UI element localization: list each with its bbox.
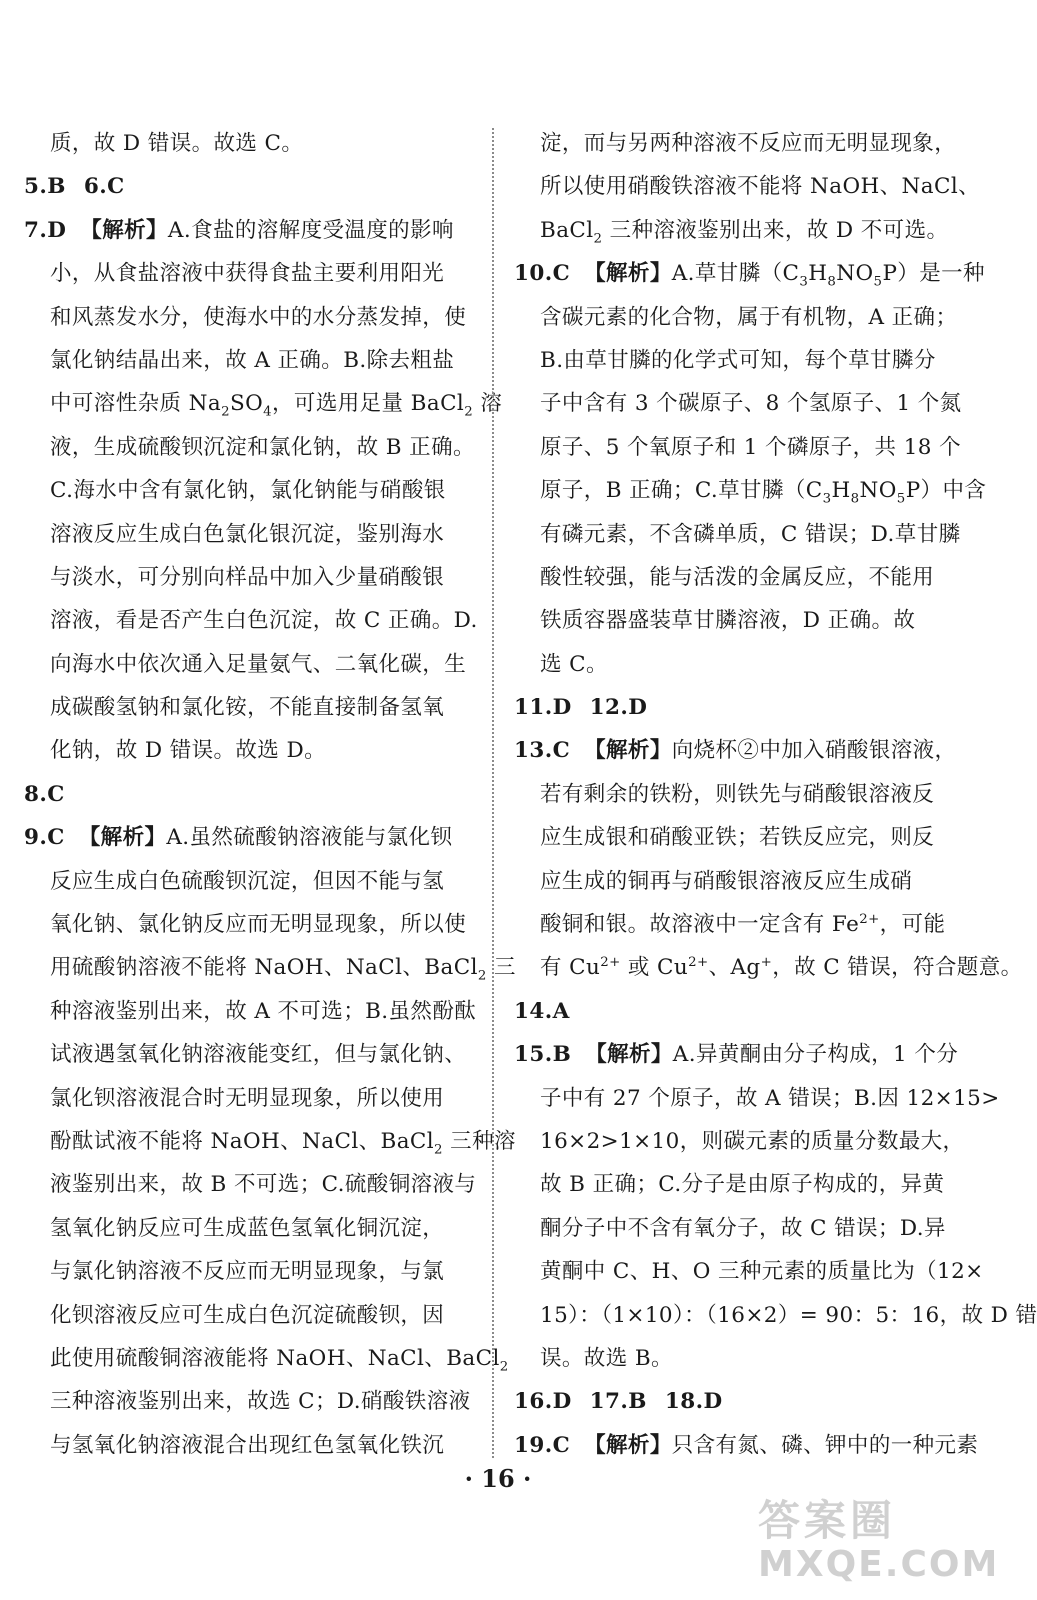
- text-line: [24, 1337, 509, 1380]
- text-line: [24, 1380, 479, 1423]
- text-line: [24, 252, 479, 295]
- analysis-tag: 【解析】: [584, 1432, 672, 1458]
- text-line: [514, 1250, 984, 1293]
- line-text: 应生成银和硝酸亚铁；若铁反应完，则反: [540, 825, 935, 851]
- question-number: 9.C: [24, 825, 65, 851]
- text-line: [514, 729, 974, 772]
- line-text: 黄酮中 C、H、O 三种元素的质量比为（12×: [540, 1259, 984, 1285]
- question-number: 13.C: [514, 738, 571, 764]
- line-text: A.食盐的溶解度受温度的影响: [167, 217, 454, 243]
- text-line: [24, 599, 479, 642]
- text-line: [514, 1294, 1037, 1337]
- text-line: [24, 513, 479, 556]
- line-text: 酸铜和银。故溶液中一定含有 $Fe^{2+}$，可能: [540, 911, 946, 938]
- line-text: C.海水中含有氯化钠，氯化钠能与硝酸银: [50, 478, 446, 504]
- text-line: [24, 1207, 479, 1250]
- line-text: 铁质容器盛装草甘膦溶液，D 正确。故: [540, 608, 916, 634]
- text-line: [514, 1033, 974, 1076]
- line-text: 此使用硫酸铜溶液能将 NaOH、NaCl、BaCl$_2$: [50, 1345, 509, 1375]
- line-text: 与氢氧化钠溶液混合出现红色氢氧化铁沉: [50, 1432, 445, 1458]
- text-line: [24, 1163, 479, 1206]
- line-text: 溶液反应生成白色氯化银沉淀，鉴别海水: [50, 521, 445, 547]
- line-text: 液鉴别出来，故 B 不可选；C.硫酸铜溶液与: [50, 1172, 477, 1198]
- question-number: 15.B: [514, 1042, 572, 1068]
- line-text: 故 B 正确；C.分子是由原子构成的，异黄: [540, 1172, 945, 1198]
- line-text: 子中有 27 个原子，故 A 错误；B.因 12×15>: [540, 1085, 1000, 1111]
- analysis-tag: 【解析】: [584, 738, 672, 764]
- line-text: 化钡溶液反应可生成白色沉淀硫酸钡，因: [50, 1302, 445, 1328]
- text-line: [514, 599, 974, 642]
- line-text: 选 C。: [540, 651, 608, 677]
- text-line: [24, 686, 479, 729]
- text-line: [514, 339, 974, 382]
- line-text: 向烧杯②中加入硝酸银溶液，: [671, 738, 957, 764]
- column-divider: [492, 128, 494, 1458]
- analysis-tag: 【解析】: [585, 1042, 673, 1068]
- line-text: 向海水中依次通入足量氨气、二氧化碳，生: [50, 651, 467, 677]
- text-line: [514, 513, 974, 556]
- line-text: 氯化钡溶液混合时无明显现象，所以使用: [50, 1085, 445, 1111]
- text-line: [514, 426, 974, 469]
- text-line: [24, 382, 503, 425]
- line-text: 酸性较强，能与活泼的金属反应，不能用: [540, 564, 935, 590]
- text-line: [514, 860, 974, 903]
- line-text: 质，故 D 错误。故选 C。: [50, 131, 304, 156]
- text-line: [24, 1250, 479, 1293]
- text-line: [514, 1077, 1000, 1120]
- text-line: [24, 1424, 479, 1467]
- text-line: [24, 1077, 479, 1120]
- line-text: 淀，而与另两种溶液不反应而无明显现象，: [540, 131, 957, 156]
- line-text: 化钠，故 D 错误。故选 D。: [50, 738, 326, 764]
- watermark-bottom-text: MXQE.COM: [758, 1544, 1000, 1585]
- text-line: [24, 990, 479, 1033]
- line-text: 溶液，看是否产生白色沉淀，故 C 正确。D.: [50, 608, 478, 634]
- line-text: 子中含有 3 个碳原子、8 个氢原子、1 个氮: [540, 391, 962, 417]
- text-line: [514, 816, 974, 859]
- line-text: 和风蒸发水分，使海水中的水分蒸发掉，使: [50, 304, 467, 330]
- text-line: [514, 946, 1023, 989]
- line-text: 16×2>1×10，则碳元素的质量分数最大，: [540, 1128, 965, 1154]
- question-number: 8.C: [24, 781, 65, 807]
- line-text: 氧化钠、氯化钠反应而无明显现象，所以使: [50, 912, 467, 938]
- analysis-tag: 【解析】: [78, 825, 167, 851]
- watermark-logo: [758, 1488, 1000, 1593]
- line-text: 三种溶液鉴别出来，故选 C；D.硝酸铁溶液: [50, 1389, 471, 1415]
- line-text: 试液遇氢氧化钠溶液能变红，但与氯化钠、: [50, 1042, 467, 1068]
- line-text: 用硫酸钠溶液不能将 NaOH、NaCl、BaCl$_2$ 三: [50, 955, 516, 984]
- text-line: [514, 686, 974, 729]
- text-line: [24, 643, 479, 686]
- text-line: [24, 729, 479, 772]
- text-line: [514, 165, 980, 208]
- line-text: 原子，B 正确；C.草甘膦$(C_3H_8NO_5P)$中含: [540, 478, 987, 507]
- left-column: [24, 122, 516, 1467]
- text-line: [24, 903, 479, 946]
- text-line: [24, 339, 479, 382]
- line-text: 中可溶性杂质 $Na_2SO_4$，可选用足量 BaCl$_2$ 溶: [50, 391, 503, 420]
- line-text: 氯化钠结晶出来，故 A 正确。B.除去粗盐: [50, 347, 455, 373]
- line-text: 酮分子中不含有氧分子，故 C 错误；D.异: [540, 1215, 946, 1241]
- text-line: [514, 990, 974, 1033]
- analysis-tag: 【解析】: [80, 217, 168, 243]
- text-line: [514, 1120, 974, 1163]
- line-text: 种溶液鉴别出来，故 A 不可选；B.虽然酚酞: [50, 998, 477, 1024]
- text-line: [24, 946, 516, 989]
- line-text: 成碳酸氢钠和氯化铵，不能直接制备氢氧: [50, 695, 445, 721]
- line-text: 只含有氮、磷、钾中的一种元素: [671, 1432, 979, 1458]
- right-column: [514, 122, 1037, 1467]
- line-text: A.异黄酮由分子构成，1 个分: [672, 1042, 959, 1068]
- text-line: [514, 556, 974, 599]
- line-text: 若有剩余的铁粉，则铁先与硝酸银溶液反: [540, 781, 935, 807]
- question-number: 10.C: [514, 261, 571, 287]
- line-text: 原子、5 个氧原子和 1 个磷原子，共 18 个: [540, 434, 961, 460]
- text-line: [514, 469, 987, 512]
- line-text: 与氯化钠溶液不反应而无明显现象，与氯: [50, 1259, 445, 1285]
- line-text: A.草甘膦$(C_3H_8NO_5P)$是一种: [671, 261, 985, 290]
- question-number: 6.C: [83, 174, 125, 200]
- text-line: [24, 556, 479, 599]
- question-number: 5.B: [24, 174, 66, 200]
- text-line: [24, 122, 479, 165]
- text-line: [24, 860, 479, 903]
- text-line: [514, 643, 974, 686]
- text-line: [514, 209, 974, 252]
- text-line: [24, 426, 479, 469]
- line-text: 酚酞试液不能将 NaOH、NaCl、BaCl$_2$ 三种溶: [50, 1128, 516, 1158]
- text-line: [514, 296, 974, 339]
- text-line: [514, 252, 985, 295]
- text-line: [514, 1163, 974, 1206]
- line-text: 液，生成硫酸钡沉淀和氯化钠，故 B 正确。: [50, 434, 475, 460]
- text-line: [24, 1120, 516, 1163]
- text-line: [24, 165, 479, 208]
- line-text: 所以使用硝酸铁溶液不能将 NaOH、NaCl、: [540, 174, 980, 200]
- text-line: [24, 209, 479, 252]
- text-line: [24, 773, 479, 816]
- text-line: [24, 1294, 479, 1337]
- line-text: 应生成的铜再与硝酸银溶液反应生成硝: [540, 868, 913, 894]
- text-line: [24, 816, 479, 859]
- text-line: [514, 773, 974, 816]
- page-number: · 16 ·: [464, 1464, 532, 1493]
- text-line: [24, 296, 479, 339]
- question-number: 11.D: [514, 695, 572, 721]
- line-text: 与淡水，可分别向样品中加入少量硝酸银: [50, 564, 445, 590]
- line-text: BaCl$_2$ 三种溶液鉴别出来，故 D 不可选。: [540, 217, 949, 247]
- line-text: A.虽然硫酸钠溶液能与氯化钡: [166, 825, 453, 851]
- watermark-top-text: 答案圈: [758, 1496, 897, 1545]
- line-text: 反应生成白色硫酸钡沉淀，但因不能与氢: [50, 868, 445, 894]
- text-line: [514, 1337, 974, 1380]
- text-line: [514, 382, 974, 425]
- question-number: 16.D: [514, 1389, 572, 1415]
- text-line: [514, 903, 974, 946]
- question-number: 7.D: [24, 217, 67, 243]
- line-text: 15）：（1×10）：（16×2）= 90：5：16，故 D 错: [540, 1302, 1037, 1328]
- question-number: 18.D: [664, 1389, 723, 1415]
- text-line: [514, 122, 974, 165]
- text-line: [24, 469, 479, 512]
- question-number: 12.D: [589, 695, 648, 721]
- analysis-tag: 【解析】: [584, 261, 672, 287]
- question-number: 19.C: [514, 1432, 571, 1458]
- text-line: [514, 1380, 974, 1423]
- text-line: [514, 1207, 974, 1250]
- line-text: 误。故选 B。: [540, 1345, 673, 1371]
- line-text: 含碳元素的化合物，属于有机物，A 正确；: [540, 304, 958, 330]
- line-text: B.由草甘膦的化学式可知，每个草甘膦分: [540, 347, 936, 373]
- line-text: 有 $Cu^{2+}$ 或 $Cu^{2+}$、Ag+，故 C 错误，符合题意。: [540, 955, 1023, 981]
- line-text: 有磷元素，不含磷单质，C 错误；D.草甘膦: [540, 521, 961, 547]
- question-number: 17.B: [589, 1389, 647, 1415]
- text-line: [514, 1424, 979, 1467]
- question-number: 14.A: [514, 998, 570, 1024]
- line-text: 氢氧化钠反应可生成蓝色氢氧化铜沉淀，: [50, 1215, 445, 1241]
- line-text: 小，从食盐溶液中获得食盐主要利用阳光: [50, 261, 445, 287]
- text-line: [24, 1033, 479, 1076]
